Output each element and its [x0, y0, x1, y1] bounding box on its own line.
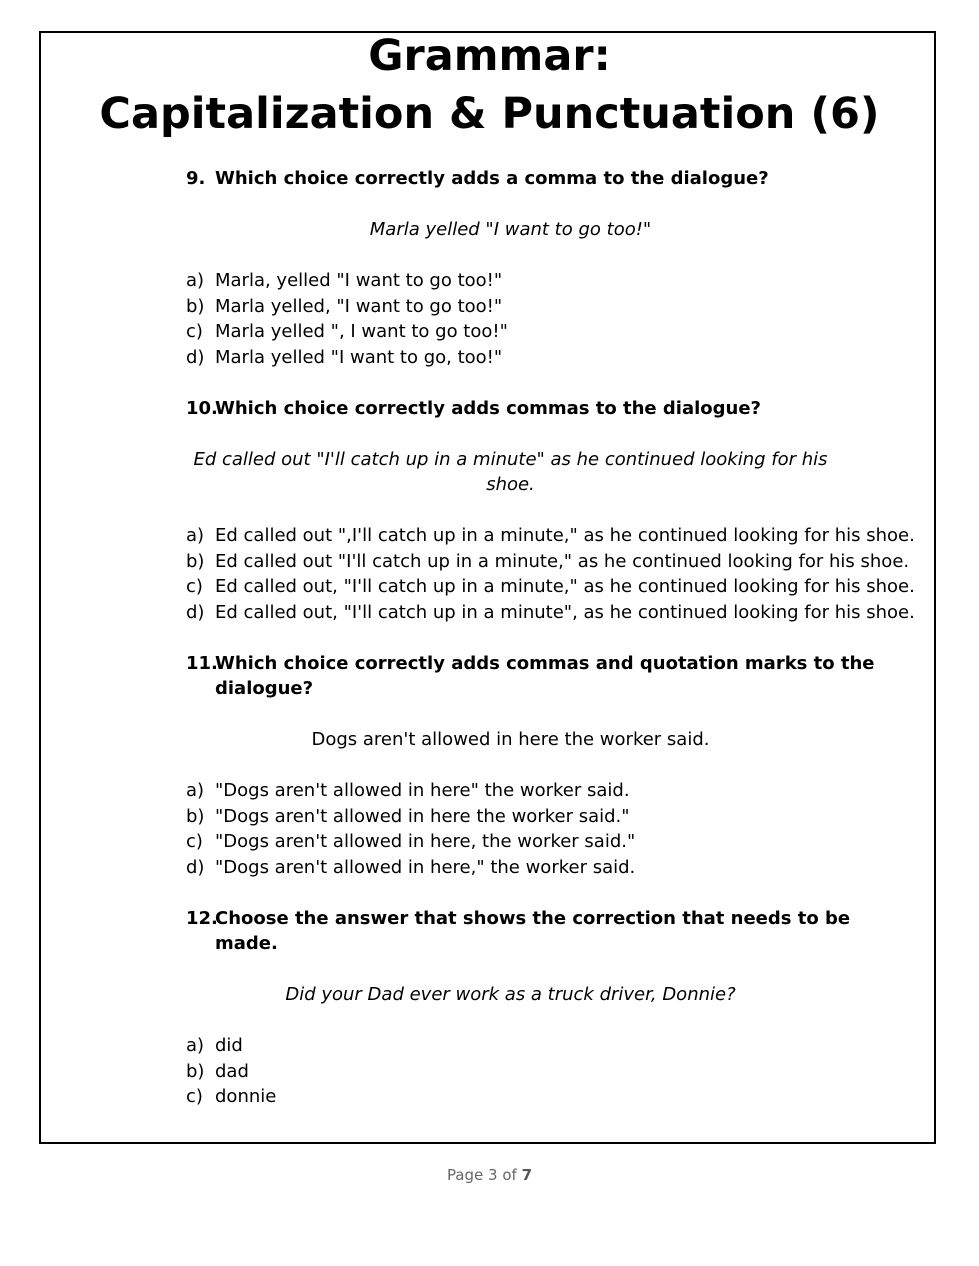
option-letter: d)	[186, 346, 205, 368]
question-prompt: Dogs aren't allowed in here the worker said.	[311, 729, 710, 750]
option-letter: a)	[186, 1035, 205, 1056]
option-text: Ed called out, "I'll catch up in a minute," as he continued looking for his shoe.	[215, 576, 915, 597]
option-letter: a)	[186, 270, 205, 291]
option-text: Marla yelled ", I want to go too!"	[215, 321, 508, 342]
question-text: Which choice correctly adds commas to the dialogue?	[215, 397, 761, 419]
option-letter: b)	[186, 295, 205, 317]
answer-option	[186, 345, 886, 371]
option-text: dad	[215, 1060, 249, 1082]
option-text: Ed called out, "I'll catch up in a minute", as he continued looking for his shoe.	[215, 601, 915, 623]
question-prompt: Did your Dad ever work as a truck driver, Donnie?	[285, 984, 736, 1005]
option-letter: c)	[186, 321, 203, 342]
option-text: Ed called out ",I'll catch up in a minute," as he continued looking for his shoe.	[215, 525, 915, 546]
page-number-footer	[0, 1166, 979, 1184]
question-11	[186, 651, 886, 702]
question-number: 10.	[186, 397, 218, 419]
option-letter: d)	[186, 856, 205, 878]
answer-option	[186, 829, 886, 855]
answer-option	[186, 1059, 886, 1085]
option-text: Marla yelled "I want to go, too!"	[215, 346, 503, 368]
question-number: 12.	[186, 907, 218, 929]
answer-option	[186, 523, 915, 549]
option-text: donnie	[215, 1086, 277, 1107]
answer-option	[186, 1084, 886, 1110]
option-letter: b)	[186, 550, 205, 572]
question-number: 9.	[186, 168, 206, 189]
option-letter: c)	[186, 576, 203, 597]
option-letter: a)	[186, 525, 205, 546]
option-text: Marla yelled, "I want to go too!"	[215, 295, 503, 317]
option-text: "Dogs aren't allowed in here" the worker said.	[215, 780, 630, 801]
option-text: "Dogs aren't allowed in here, the worker said."	[215, 831, 636, 852]
option-letter: c)	[186, 1086, 203, 1107]
option-text: "Dogs aren't allowed in here," the worker said.	[215, 856, 636, 878]
question-10	[186, 396, 886, 422]
answer-option	[186, 574, 915, 600]
page-title-line-1: Grammar:	[368, 31, 611, 81]
option-letter: b)	[186, 805, 205, 827]
question-prompt: Marla yelled "I want to go too!"	[369, 219, 652, 240]
answer-option	[186, 294, 886, 320]
question-12	[186, 906, 886, 957]
total-pages: 7	[521, 1166, 533, 1184]
current-page: 3	[488, 1166, 498, 1184]
answer-option	[186, 319, 886, 345]
of-word: of	[502, 1166, 517, 1184]
question-prompt: Ed called out "I'll catch up in a minute" as he continued looking for his shoe.	[193, 448, 828, 495]
answer-option	[186, 855, 886, 881]
option-text: did	[215, 1035, 243, 1056]
page-word: Page	[446, 1166, 484, 1184]
option-letter: a)	[186, 780, 205, 801]
answer-option	[186, 1033, 886, 1059]
answer-option	[186, 778, 886, 804]
answer-option	[186, 804, 886, 830]
option-text: Ed called out "I'll catch up in a minute," as he continued looking for his shoe.	[215, 550, 910, 572]
question-9	[186, 166, 886, 192]
page-title-line-2: Capitalization & Punctuation (6)	[99, 89, 880, 139]
option-text: "Dogs aren't allowed in here the worker said."	[215, 805, 630, 827]
answer-option	[186, 600, 915, 626]
question-text: Choose the answer that shows the correction that needs to be made.	[215, 907, 851, 954]
option-letter: d)	[186, 601, 205, 623]
option-letter: b)	[186, 1060, 205, 1082]
question-text: Which choice correctly adds a comma to the dialogue?	[215, 168, 769, 189]
option-letter: c)	[186, 831, 203, 852]
question-text: Which choice correctly adds commas and quotation marks to the dialogue?	[215, 652, 875, 699]
answer-option	[186, 549, 910, 575]
answer-option	[186, 268, 886, 294]
option-text: Marla, yelled "I want to go too!"	[215, 270, 503, 291]
worksheet-content	[186, 166, 915, 1110]
question-number: 11.	[186, 652, 218, 674]
